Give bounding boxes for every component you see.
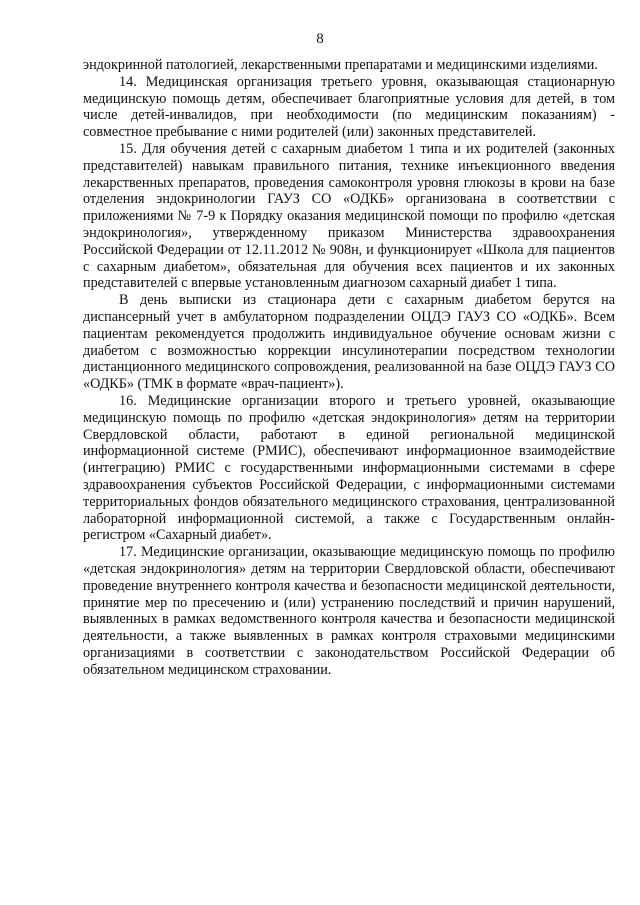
page-number: 8 [316,31,324,47]
paragraph-item-17: 17. Медицинские организации, оказывающие медицинскую помощь по профилю «детская эндокринология» детям на территории Свердловской области, обеспечивают проведение внутреннего контроля качества и безопасности медицинской деятельности, принятие мер по пресечению и (или) устранению последствий и причин нарушений, выявленных в рамках ведомственного контроля качества и безопасности медицинской деятельности, а также выявленных в рамках контроля страховыми медицинскими организациями в соответствии с законодательством Российской Федерации об обязательном медицинском страховании. [83,544,615,678]
paragraph-continuation: эндокринной патологией, лекарственными препаратами и медицинскими изделиями. [83,57,598,73]
document-body [83,57,615,678]
paragraph-discharge: В день выписки из стационара дети с сахарным диабетом берутся на диспансерный учет в амбулаторном подразделении ОЦДЭ ГАУЗ СО «ОДКБ». Всем пациентам рекомендуется продолжить индивидуальное обучение основам жизни с диабетом с возможностью коррекции инсулинотерапии посредством технологии дистанционного медицинского сопровождения, реализованной на базе ОЦДЭ ГАУЗ СО «ОДКБ» (ТМК в формате «врач-пациент»). [83,292,615,393]
paragraph-item-14: 14. Медицинская организация третьего уровня, оказывающая стационарную медицинскую помощь детям, обеспечивает благоприятные условия для детей, в том числе детей-инвалидов, при необходимости (по медицинским показаниям) - совместное пребывание с ними родителей (или) законных представителей. [83,73,615,141]
paragraph-item-15: 15. Для обучения детей с сахарным диабетом 1 типа и их родителей (законных представителей) навыкам правильного питания, технике инъекционного введения лекарственных препаратов, проведения самоконтроля уровня глюкозы в крови на базе отделения эндокринологии ГАУЗ СО «ОДКБ» организована в соответствии с приложениями № 7-9 к Порядку оказания медицинской помощи по профилю «детская эндокринология», утвержденному приказом Министерства здравоохранения Российской Федерации от 12.11.2012 № 908н, и функционирует «Школа для пациентов с сахарным диабетом», обязательная для обучения всех пациентов и их законных представителей с впервые установленным диагнозом сахарный диабет 1 типа. [83,140,615,292]
paragraph-item-16: 16. Медицинские организации второго и третьего уровней, оказывающие медицинскую помощь по профилю «детская эндокринология» детям на территории Свердловской области, работают в единой региональной медицинской информационной системе (РМИС), обеспечивают информационное взаимодействие (интеграцию) РМИС с государственными информационными системами в сфере здравоохранения субъектов Российской Федерации, с информационными системами территориальных фондов обязательного медицинского страхования, централизованной лабораторной информационной системой, а также с Государственным онлайн-регистром «Сахарный диабет». [83,392,615,544]
